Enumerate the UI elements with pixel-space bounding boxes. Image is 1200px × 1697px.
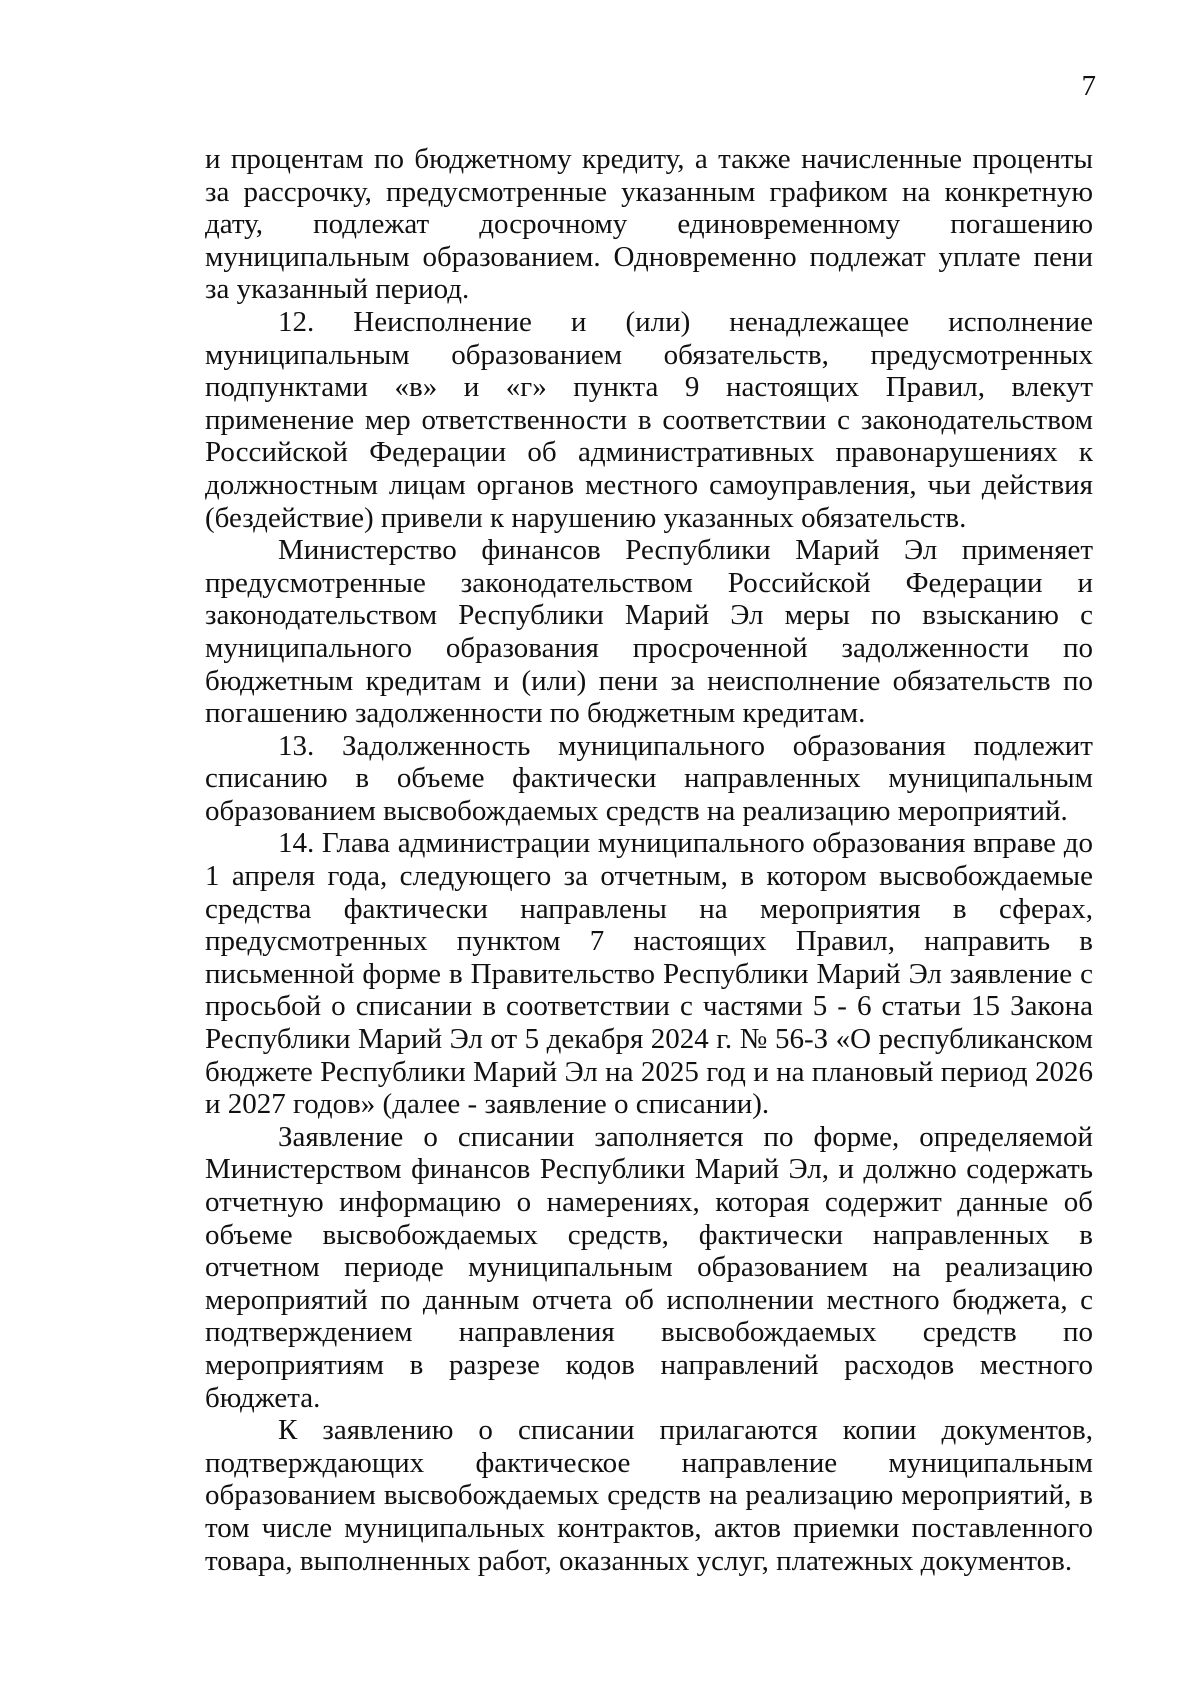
paragraph-continuation: и процентам по бюджетному кредиту, а также начисленные проценты за рассрочку, предусмотренные указанным графиком на конкретную дату, подлежат досрочному единовременному погашению муниципальным образованием. Одновременно подлежат уплате пени за указанный период.	[205, 143, 1093, 306]
paragraph-item-13: 13. Задолженность муниципального образования подлежит списанию в объеме фактически направленных муниципальным образованием высвобождаемых средств на реализацию мероприятий.	[205, 729, 1093, 827]
page-number: 7	[1081, 70, 1096, 102]
paragraph-attachments: К заявлению о списании прилагаются копии документов, подтверждающих фактическое направление муниципальным образованием высвобождаемых средств на реализацию мероприятий, в том числе муниципальных контрактов, актов приемки поставленного товара, выполненных работ, оказанных услуг, платежных документов.	[205, 1414, 1093, 1577]
document-body	[205, 143, 1093, 1577]
paragraph-ministry-measures: Министерство финансов Республики Марий Эл применяет предусмотренные законодательством Российской Федерации и законодательством Республики Марий Эл меры по взысканию с муниципального образования просроченной задолженности по бюджетным кредитам и (или) пени за неисполнение обязательств по погашению задолженности по бюджетным кредитам.	[205, 534, 1093, 730]
paragraph-application-form: Заявление о списании заполняется по форме, определяемой Министерством финансов Республики Марий Эл, и должно содержать отчетную информацию о намерениях, которая содержит данные об объеме высвобождаемых средств, фактически направленных в отчетном периоде муниципальным образованием на реализацию мероприятий по данным отчета об исполнении местного бюджета, с подтверждением направления высвобождаемых средств по мероприятиям в разрезе кодов направлений расходов местного бюджета.	[205, 1120, 1093, 1414]
paragraph-item-14: 14. Глава администрации муниципального образования вправе до 1 апреля года, следующего за отчетным, в котором высвобождаемые средства фактически направлены на мероприятия в сферах, предусмотренных пунктом 7 настоящих Правил, направить в письменной форме в Правительство Республики Марий Эл заявление с просьбой о списании в соответствии с частями 5 - 6 статьи 15 Закона Республики Марий Эл от 5 декабря 2024 г. № 56-З «О республиканском бюджете Республики Марий Эл на 2025 год и на плановый период 2026 и 2027 годов» (далее - заявление о списании).	[205, 827, 1093, 1121]
paragraph-item-12: 12. Неисполнение и (или) ненадлежащее исполнение муниципальным образованием обязательств, предусмотренных подпунктами «в» и «г» пункта 9 настоящих Правил, влекут применение мер ответственности в соответствии с законодательством Российской Федерации об административных правонарушениях к должностным лицам органов местного самоуправления, чьи действия (бездействие) привели к нарушению указанных обязательств.	[205, 305, 1093, 534]
